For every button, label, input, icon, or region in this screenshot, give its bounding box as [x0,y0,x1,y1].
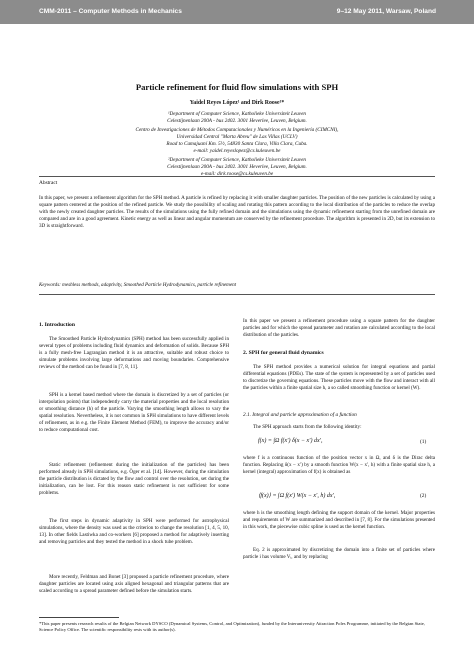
affiliation-line: Centro de Investigaciones de Métodos Computacionales y Numéricos en la Ingeniería (CIMCNI), [135,127,339,133]
paragraph: where f is a continuous function of the position vector x in Ω, and δ is the Dirac delta function. Replacing δ(x − x′) by a smooth function W(x − x′, h) with a finite spatial size h, a kernel (integral) approximation of f(x) is obtained as [243,455,435,475]
equation-2-number: (2) [420,493,427,499]
paragraph: The SPH approach starts from the following identity: [253,424,362,430]
abstract-bottom-rule [39,294,435,295]
affiliation-line: ¹Department of Computer Science, Katholieke Universiteit Leuven [168,111,306,117]
paragraph: The Smoothed Particle Hydrodynamics (SPH) method has been successfully applied in several types of problems including fluid dynamics and deformation of solids. Because SPH is a fully mesh-free Lagrangian method it is an attractive, suitable and robust choice to simulate problems involving large deformations and moving boundaries. Comprehensive reviews of the method can be found in [7, 8, 11]. [39,336,229,370]
header-left: CMM-2011 – Computer Methods in Mechanics [39,8,182,15]
abstract-top-rule [39,176,435,177]
subsection-heading: 2.1. Integral and particle approximation of a function [243,412,357,418]
paragraph: The first steps in dynamic adaptivity in SPH were performed for astrophysical simulations, where the density was used as the criterion to change the resolution [1, 4, 5, 10, 13]. In other fields Lastiwka and co-workers [6] proposed a method for adaptively inserting and removing particles and they tested the method in a shock tube problem. [39,518,229,545]
equation-1-number: (1) [420,439,427,445]
affiliation-line: Celestijnenlaan 200A - bus 2402. 3001 Heverlee, Leuven, Belgium. [167,164,307,170]
keywords: Keywords: meshless methods, adaptivity, Smoothed Particle Hydrodynamics, particle refinement [39,282,237,288]
affiliation-email: e-mail: dirk.roose@cs.kuleuven.be [200,171,274,177]
running-header [0,0,474,24]
affiliation-line: ²Department of Computer Science, Katholieke Universiteit Leuven [168,157,306,163]
footnote-rule [39,617,119,618]
paragraph: SPH is a kernel based method where the domain is discretized by a set of particles (or interpolation points) that independently carry the material properties and the local resolution or smoothing distance (h) of the particle. Varying the smoothing length allows to vary the spatial resolution. Nevertheless, it is not common in SPH simulations to have different levels of refinement, as in e.g. the Finite Element Method (FEM), to improve the accuracy and/or to reduce computational cost. [39,392,229,433]
abstract-text: In this paper, we present a refinement algorithm for the SPH method. A particle is refined by replacing it with smaller daughter particles. The position of the new particles is calculated by using a square pattern centered at the position of the refined particle. We study the possibility of scaling and rotating this pattern according to the local distribution of the particles to reduce the overlap with the newly created daughter particles. The results of the simulations using the fully refined domain and the simulations using the dynamic refinement starting from the unrefined domain are compared and are in a good agreement. Kinetic energy as well as linear and angular momentum are conserved by the refinement procedure. The algorithm is presented in 2D, but its extension to 3D is straightforward. [39,195,435,229]
paragraph: Static refinement (refinement during the initialization of the particles) has been performed already in SPH simulations, e.g. Öger et al. [14]. However, during the simulation the particle distribution is dictated by the flow and control over the resolution, set during the initialization, can be lost. For this reason static refinement is not sufficient for some problems. [39,462,229,496]
section-heading-introduction: 1. Introduction [39,322,75,328]
affiliation-line: Celestijnenlaan 200A - bus 2402. 3001 Heverlee, Leuven, Belgium. [167,118,307,124]
affiliation-line: Universidad Central "Marta Abreu" de Las Villas (UCLV) [176,134,298,140]
paragraph: More recently, Feldman and Bonet [3] proposed a particle refinement procedure, where daughter particles are located using axis aligned hexagonal and triangular patterns that are scaled according to a spread parameter defined before the simulation starts. [39,574,229,594]
paragraph: The SPH method provides a numerical solution for integral equations and partial differential equations (PDEs). The state of the system is represented by a set of particles used to discretize the governing equations. These particles move with the flow and interact with all the particles within a finite spatial size h, a so called smoothing function or kernel (W). [243,364,435,391]
equation-2: ⟨f(x)⟩ = ∫Ω f(x′) W(x − x′, h) dx′, [258,493,336,499]
section-heading-sph: 2. SPH for general fluid dynamics [243,350,324,356]
paragraph: In this paper we present a refinement procedure using a square pattern for the daughter particles and for which the spread parameter and rotation are calculated according to the local distribution of the particles. [243,318,435,338]
footnote: *This paper presents research results of the Belgian Network DYSCO (Dynamical Systems, Control, and Optimization), funded by the Interuniversity Attraction Poles Programme, initiated by the Belgian State, Science Policy Office. The scientific responsibility rests with its author(s). [39,621,425,632]
paper-authors: Yaidel Reyes López¹ and Dirk Roose¹* [189,100,285,106]
header-right: 9–12 May 2011, Warsaw, Poland [336,8,436,15]
equation-1: f(x) = ∫Ω f(x′) δ(x − x′) dx′, [258,438,323,444]
paragraph: Eq. 2 is approximated by discretizing the domain into a finite set of particles where particle i has volume Vᵢ, and by replacing [243,547,435,560]
paper-title: Particle refinement for fluid flow simulations with SPH [135,82,339,92]
paragraph: where h is the smoothing length defining the support domain of the kernel. Major properties and requirements of W are summarized and described in [7, 8]. For the simulations presented in this work, the piecewise cubic spline is used as the kernel function. [243,510,435,530]
affiliation-email: e-mail: yaidel.reyeslopez@cs.kuleuven.be [193,148,281,154]
abstract-heading: Abstract [39,180,58,186]
affiliation-line: Road to Camajuaní Km. 5½, 54830 Santa Clara, Villa Clara, Cuba. [166,141,308,147]
